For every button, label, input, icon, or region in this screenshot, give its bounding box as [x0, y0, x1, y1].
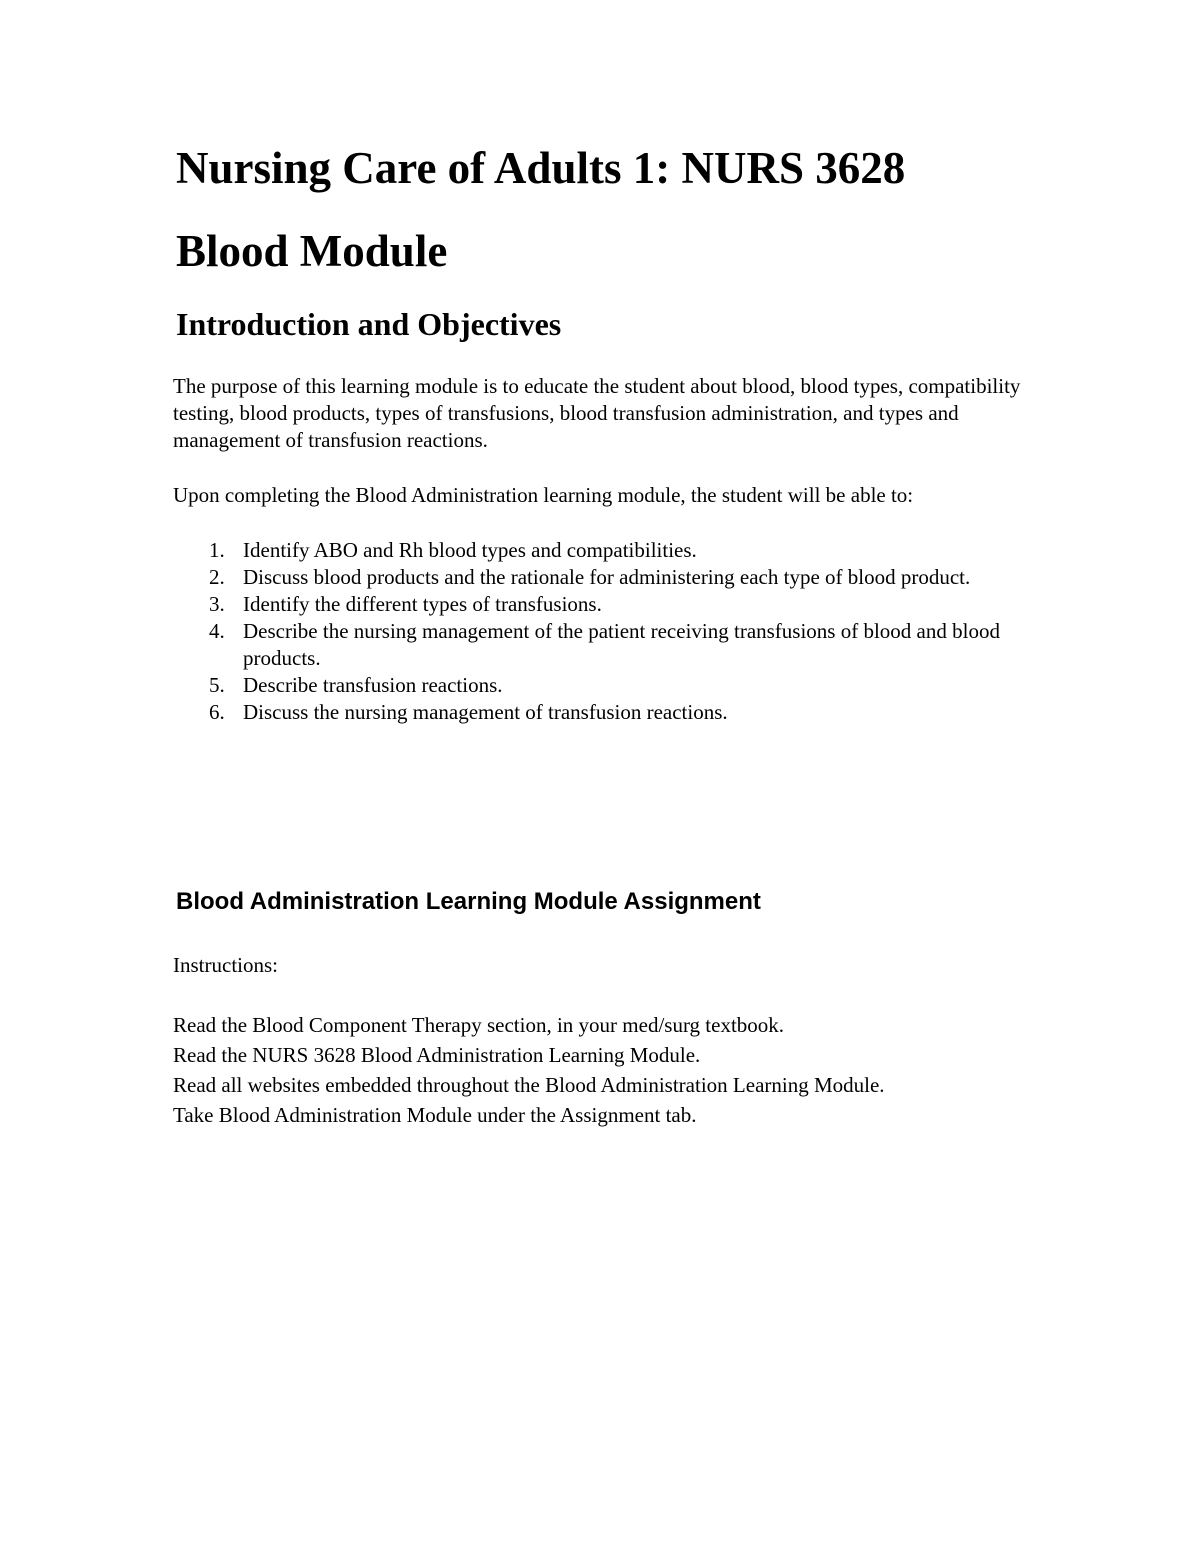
objective-item [173, 564, 1013, 591]
objectives-lead: Upon completing the Blood Administration learning module, the student will be able to: [173, 483, 914, 507]
instruction-step: Read all websites embedded throughout the Blood Administration Learning Module. [173, 1073, 885, 1097]
objective-number: 5. [209, 673, 225, 697]
intro-heading: Introduction and Objectives [176, 306, 562, 342]
objective-number: 4. [209, 619, 225, 643]
instructions-list [173, 1010, 1053, 1130]
objective-item [173, 537, 1013, 564]
objective-item [173, 618, 1013, 672]
course-title: Nursing Care of Adults 1: NURS 3628 [176, 143, 906, 193]
objective-text: Describe the nursing management of the patient receiving transfusions of blood and blood products. [243, 619, 1000, 670]
instruction-step: Read the Blood Component Therapy section, in your med/surg textbook. [173, 1013, 785, 1037]
objective-number: 6. [209, 700, 225, 724]
objective-number: 2. [209, 565, 225, 589]
instruction-step: Read the NURS 3628 Blood Administration Learning Module. [173, 1043, 701, 1067]
module-title: Blood Module [176, 226, 448, 276]
objective-text: Discuss the nursing management of transfusion reactions. [243, 700, 728, 724]
assignment-heading: Blood Administration Learning Module Assignment [176, 888, 761, 915]
instructions-label: Instructions: [173, 953, 278, 977]
objective-item [173, 591, 1013, 618]
objective-text: Identify the different types of transfusions. [243, 592, 602, 616]
instruction-step: Take Blood Administration Module under the Assignment tab. [173, 1103, 697, 1127]
objective-number: 3. [209, 592, 225, 616]
objective-number: 1. [209, 538, 225, 562]
objective-text: Describe transfusion reactions. [243, 673, 503, 697]
objectives-list [173, 537, 1013, 726]
objective-text: Discuss blood products and the rationale for administering each type of blood product. [243, 565, 971, 589]
objective-item [173, 672, 1013, 699]
objective-text: Identify ABO and Rh blood types and compatibilities. [243, 538, 697, 562]
purpose-paragraph: The purpose of this learning module is to educate the student about blood, blood types, compatibility testing, blood products, types of transfusions, blood transfusion administration, and types and management of transfusion reactions. [173, 374, 1021, 452]
objective-item [173, 699, 1013, 726]
